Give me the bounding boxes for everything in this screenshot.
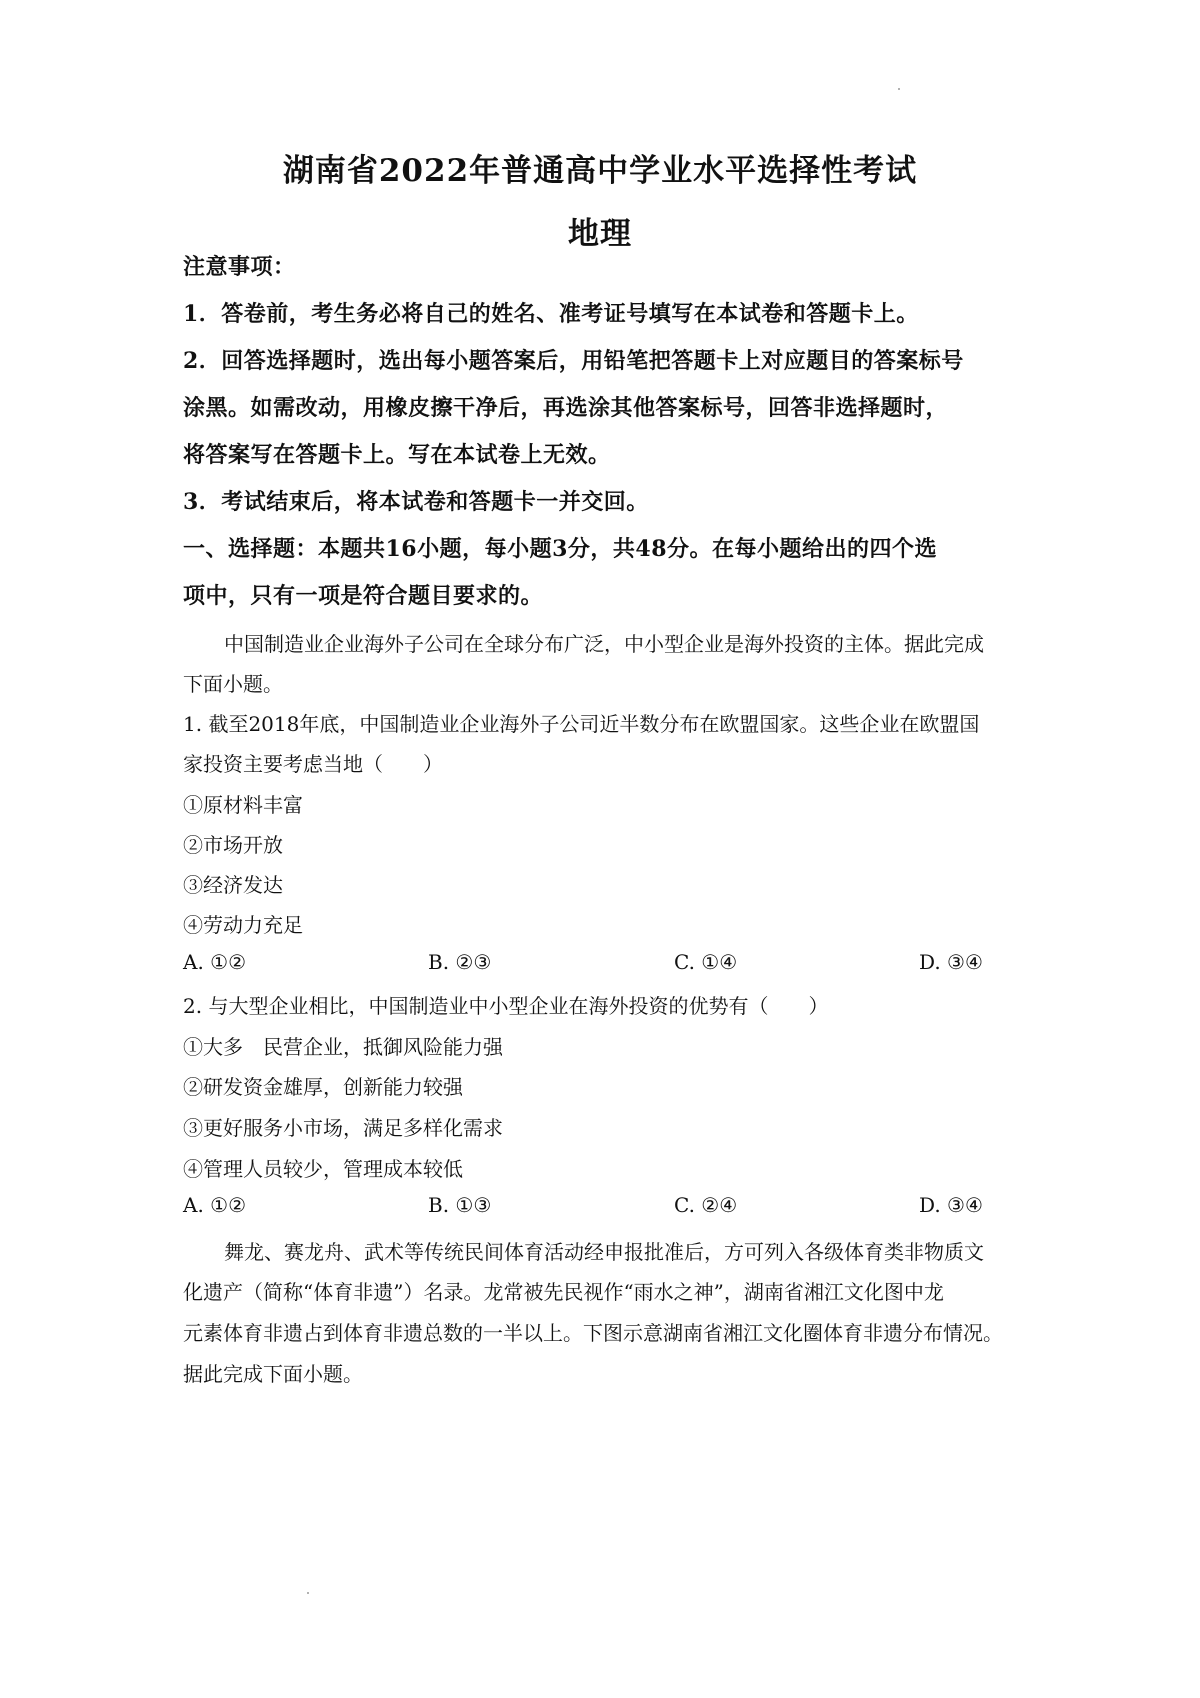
question-1-item: ①原材料丰富 bbox=[183, 793, 303, 817]
notice-heading: 注意事项： bbox=[183, 254, 296, 280]
notice-line: 1．答卷前，考生务必将自己的姓名、准考证号填写在本试卷和答题卡上。 bbox=[183, 301, 919, 327]
question-1-item: ④劳动力充足 bbox=[183, 913, 303, 937]
subject-title: 地理 bbox=[568, 216, 632, 252]
passage-line: 化遗产（简称“体育非遗”）名录。龙常被先民视作“雨水之神”，湖南省湘江文化图中龙 bbox=[183, 1280, 944, 1304]
section-heading: 一、选择题：本题共16小题，每小题3分，共48分。在每小题给出的四个选 bbox=[183, 536, 938, 562]
scan-speck bbox=[307, 1592, 309, 1594]
question-1-item: ②市场开放 bbox=[183, 833, 283, 857]
question-1-item: ③经济发达 bbox=[183, 873, 283, 897]
section-heading: 项中，只有一项是符合题目要求的。 bbox=[183, 583, 544, 609]
question-2-option-d: D. ③④ bbox=[919, 1193, 983, 1217]
question-1-option-c: C. ①④ bbox=[674, 950, 738, 974]
question-1-option-a: A. ①② bbox=[183, 950, 247, 974]
question-2-item: ④管理人员较少，管理成本较低 bbox=[183, 1157, 463, 1181]
scan-speck bbox=[898, 88, 900, 90]
question-1-stem: 家投资主要考虑当地（ ） bbox=[183, 752, 443, 776]
question-2-item: ②研发资金雄厚，创新能力较强 bbox=[183, 1075, 463, 1099]
passage-line: 据此完成下面小题。 bbox=[183, 1362, 363, 1386]
question-1-option-d: D. ③④ bbox=[919, 950, 983, 974]
exam-title: 湖南省2022年普通高中学业水平选择性考试 bbox=[282, 153, 918, 189]
passage-line: 元素体育非遗占到体育非遗总数的一半以上。下图示意湖南省湘江文化圈体育非遗分布情况。 bbox=[183, 1321, 1003, 1345]
notice-line: 将答案写在答题卡上。写在本试卷上无效。 bbox=[183, 442, 611, 468]
notice-line: 3．考试结束后，将本试卷和答题卡一并交回。 bbox=[183, 489, 649, 515]
question-2-option-c: C. ②④ bbox=[674, 1193, 738, 1217]
question-2-stem: 2. 与大型企业相比，中国制造业中小型企业在海外投资的优势有（ ） bbox=[183, 994, 829, 1018]
question-2-option-b: B. ①③ bbox=[428, 1193, 492, 1217]
question-2-item: ①大多 民营企业，抵御风险能力强 bbox=[183, 1035, 503, 1059]
passage-line: 舞龙、赛龙舟、武术等传统民间体育活动经申报批准后，方可列入各级体育类非物质文 bbox=[224, 1240, 984, 1264]
question-1-stem: 1. 截至2018年底，中国制造业企业海外子公司近半数分布在欧盟国家。这些企业在欧盟国 bbox=[183, 712, 980, 736]
question-2-item: ③更好服务小市场，满足多样化需求 bbox=[183, 1116, 503, 1140]
question-1-option-b: B. ②③ bbox=[428, 950, 492, 974]
passage-line: 下面小题。 bbox=[183, 672, 283, 696]
question-2-option-a: A. ①② bbox=[183, 1193, 247, 1217]
passage-line: 中国制造业企业海外子公司在全球分布广泛，中小型企业是海外投资的主体。据此完成 bbox=[224, 632, 984, 656]
notice-line: 涂黑。如需改动，用橡皮擦干净后，再选涂其他答案标号，回答非选择题时， bbox=[183, 395, 949, 421]
notice-line: 2．回答选择题时，选出每小题答案后，用铅笔把答题卡上对应题目的答案标号 bbox=[183, 348, 964, 374]
